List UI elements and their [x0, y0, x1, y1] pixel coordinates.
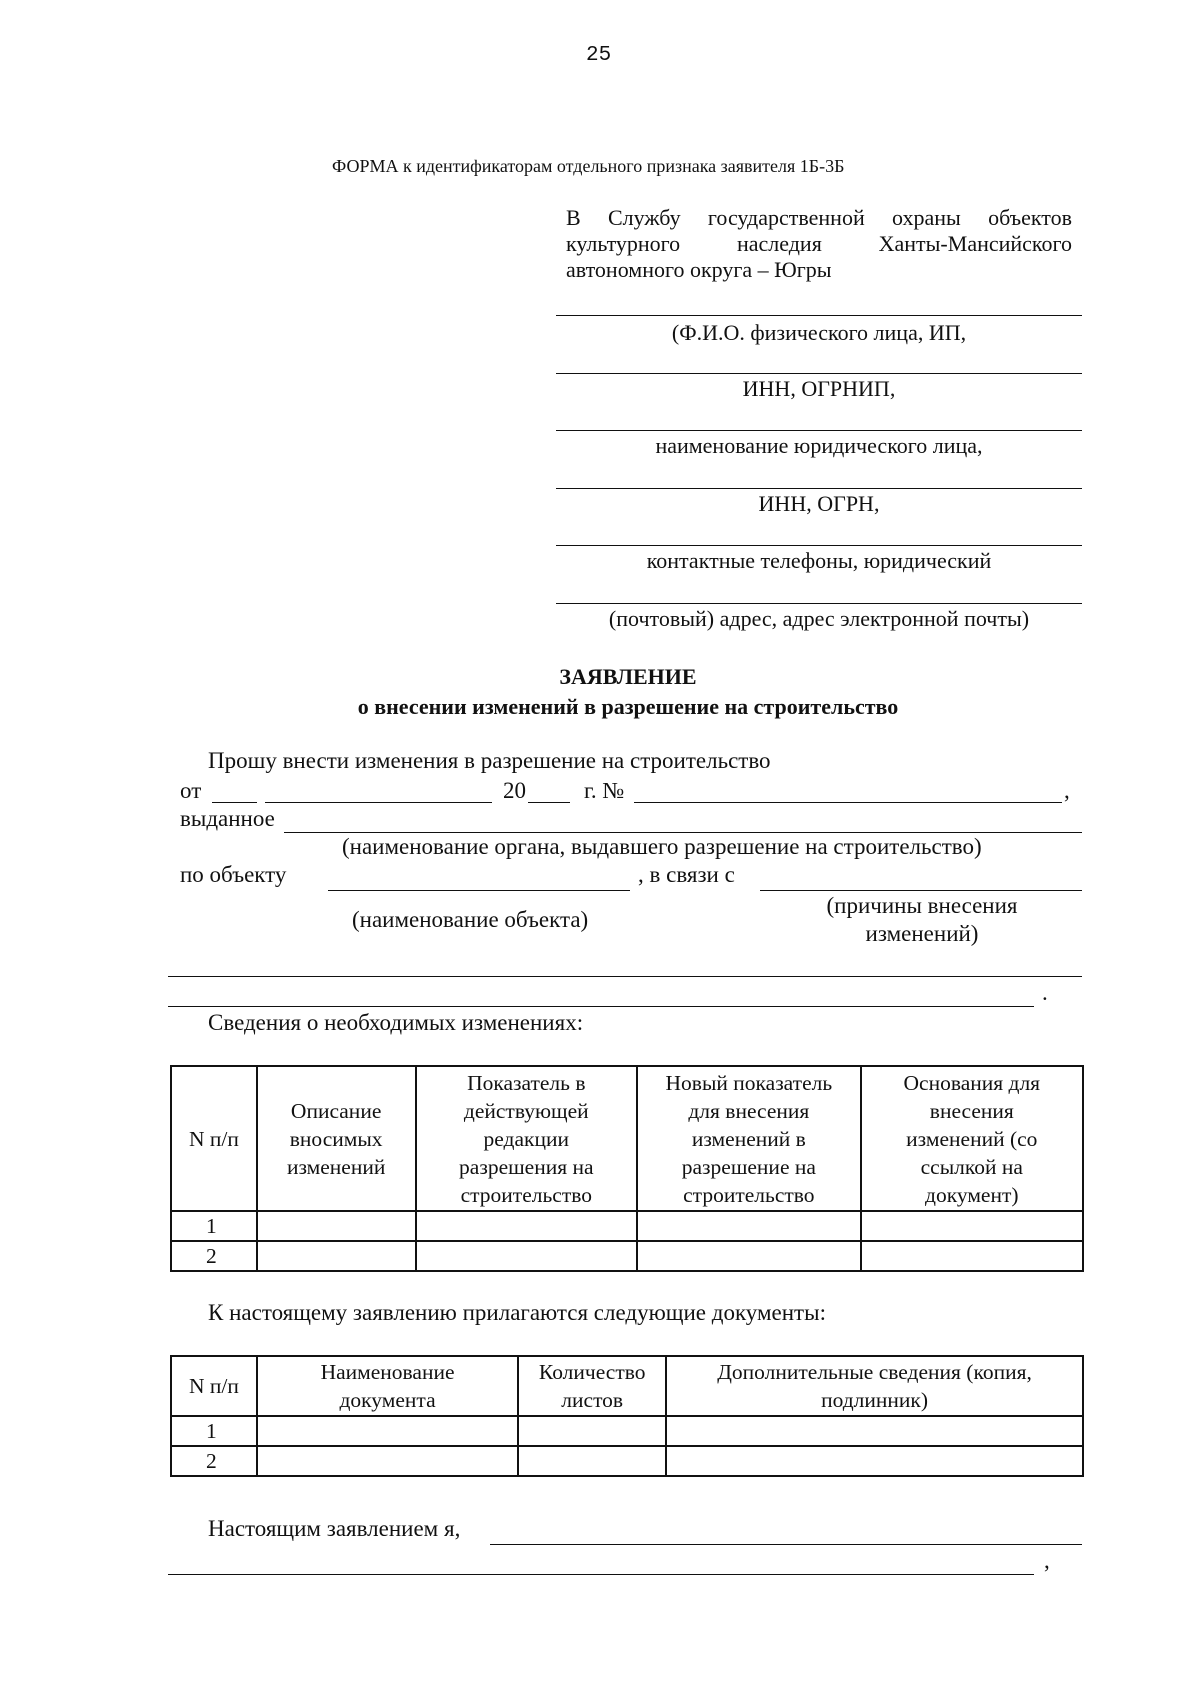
- object-name-field[interactable]: [328, 890, 630, 891]
- table-cell[interactable]: [666, 1446, 1083, 1476]
- from-label: от: [180, 778, 202, 803]
- applicant-line-5[interactable]: [556, 545, 1082, 546]
- documents-header-name: Наименование документа: [257, 1356, 518, 1416]
- applicant-line-6[interactable]: [556, 603, 1082, 604]
- table-cell[interactable]: [637, 1241, 861, 1271]
- row-number: 1: [171, 1211, 257, 1241]
- change-reason-field[interactable]: [760, 890, 1082, 891]
- applicant-hint-5: контактные телефоны, юридический: [646, 548, 992, 573]
- due-to-label: , в связи с: [638, 862, 735, 887]
- changes-table-header: [171, 1066, 1083, 1211]
- recipient-line-3: автономного округа – Югры: [566, 257, 832, 282]
- changes-header-grounds: Основания для внесения изменений (со ссылкой на документ): [861, 1066, 1083, 1211]
- changes-header-number: N п/п: [171, 1066, 257, 1211]
- request-intro: Прошу внести изменения в разрешение на строительство: [208, 748, 771, 773]
- applicant-line-2[interactable]: [556, 373, 1082, 374]
- table-cell[interactable]: [416, 1241, 638, 1271]
- changes-table: [170, 1065, 1084, 1272]
- table-cell[interactable]: [518, 1416, 666, 1446]
- recipient-line-1: В Службу государственной охраны объектов: [566, 205, 1072, 230]
- permit-number-field[interactable]: [634, 802, 1062, 803]
- applicant-hint-4: ИНН, ОГРН,: [758, 491, 880, 516]
- changes-intro: Сведения о необходимых изменениях:: [208, 1010, 584, 1035]
- year-prefix: 20: [503, 778, 526, 803]
- issued-label: выданное: [180, 806, 275, 831]
- documents-table-header: [171, 1356, 1083, 1416]
- changes-header-new-value: Новый показатель для внесения изменений в разрешение на строительство: [637, 1066, 861, 1211]
- row-number: 2: [171, 1241, 257, 1271]
- table-cell[interactable]: [257, 1211, 416, 1241]
- reason-period: .: [1042, 980, 1048, 1005]
- row-number: 1: [171, 1416, 257, 1446]
- reason-continuation-line-1[interactable]: [168, 976, 1082, 977]
- table-cell[interactable]: [637, 1211, 861, 1241]
- document-title: ЗАЯВЛЕНИЕ: [559, 664, 697, 689]
- table-cell[interactable]: [257, 1446, 518, 1476]
- applicant-hint-1: (Ф.И.О. физического лица, ИП,: [671, 320, 967, 345]
- changes-header-current-value: Показатель в действующей редакции разрешения на строительство: [416, 1066, 638, 1211]
- applicant-line-1[interactable]: [556, 315, 1082, 316]
- document-subtitle: о внесении изменений в разрешение на строительство: [357, 694, 899, 719]
- issuing-authority-field[interactable]: [284, 832, 1082, 833]
- documents-header-number: N п/п: [171, 1356, 257, 1416]
- object-label: по объекту: [180, 862, 287, 887]
- applicant-hint-2: ИНН, ОГРНИП,: [742, 376, 896, 401]
- table-cell[interactable]: [416, 1211, 638, 1241]
- documents-header-additional-info: Дополнительные сведения (копия, подлинник): [666, 1356, 1083, 1416]
- table-cell[interactable]: [257, 1416, 518, 1446]
- recipient-line-2-right: Ханты-Мансийского: [878, 231, 1072, 256]
- documents-table: [170, 1355, 1084, 1477]
- change-reason-hint: [812, 892, 1032, 948]
- consent-continuation-line[interactable]: [168, 1574, 1034, 1575]
- table-row: [171, 1241, 1083, 1271]
- table-cell[interactable]: [257, 1241, 416, 1271]
- applicant-line-3[interactable]: [556, 430, 1082, 431]
- number-comma: ,: [1064, 778, 1070, 803]
- table-cell[interactable]: [666, 1416, 1083, 1446]
- table-row: [171, 1211, 1083, 1241]
- recipient-line-2-mid: наследия: [736, 231, 822, 256]
- date-year-field[interactable]: [528, 802, 570, 803]
- reason-continuation-line-2[interactable]: [168, 1006, 1034, 1007]
- change-reason-hint-2: изменений): [865, 921, 979, 946]
- date-month-field[interactable]: [265, 802, 492, 803]
- object-name-hint: (наименование объекта): [352, 907, 589, 932]
- page-number: 25: [586, 44, 612, 67]
- table-row: [171, 1416, 1083, 1446]
- documents-intro: К настоящему заявлению прилагаются следующие документы:: [208, 1300, 826, 1325]
- applicant-hint-3: наименование юридического лица,: [655, 433, 983, 458]
- recipient-line-2-left: культурного: [566, 231, 681, 256]
- date-day-field[interactable]: [212, 802, 257, 803]
- consent-comma: ,: [1044, 1548, 1050, 1573]
- table-cell[interactable]: [518, 1446, 666, 1476]
- change-reason-hint-1: (причины внесения: [826, 893, 1018, 918]
- changes-header-description: Описание вносимых изменений: [257, 1066, 416, 1211]
- documents-header-sheets: Количество листов: [518, 1356, 666, 1416]
- consent-name-field[interactable]: [490, 1544, 1082, 1545]
- issuing-authority-hint: (наименование органа, выдавшего разрешение на строительство): [342, 834, 982, 859]
- number-label: г. №: [584, 778, 625, 803]
- row-number: 2: [171, 1446, 257, 1476]
- table-cell[interactable]: [861, 1211, 1083, 1241]
- consent-label: Настоящим заявлением я,: [208, 1516, 461, 1541]
- table-row: [171, 1446, 1083, 1476]
- recipient-block: [566, 205, 1072, 283]
- applicant-line-4[interactable]: [556, 488, 1082, 489]
- applicant-hint-6: (почтовый) адрес, адрес электронной почты): [608, 606, 1030, 631]
- recipient-line-2: [566, 231, 1072, 257]
- form-title: ФОРМА к идентификаторам отдельного признака заявителя 1Б-3Б: [332, 156, 845, 176]
- table-cell[interactable]: [861, 1241, 1083, 1271]
